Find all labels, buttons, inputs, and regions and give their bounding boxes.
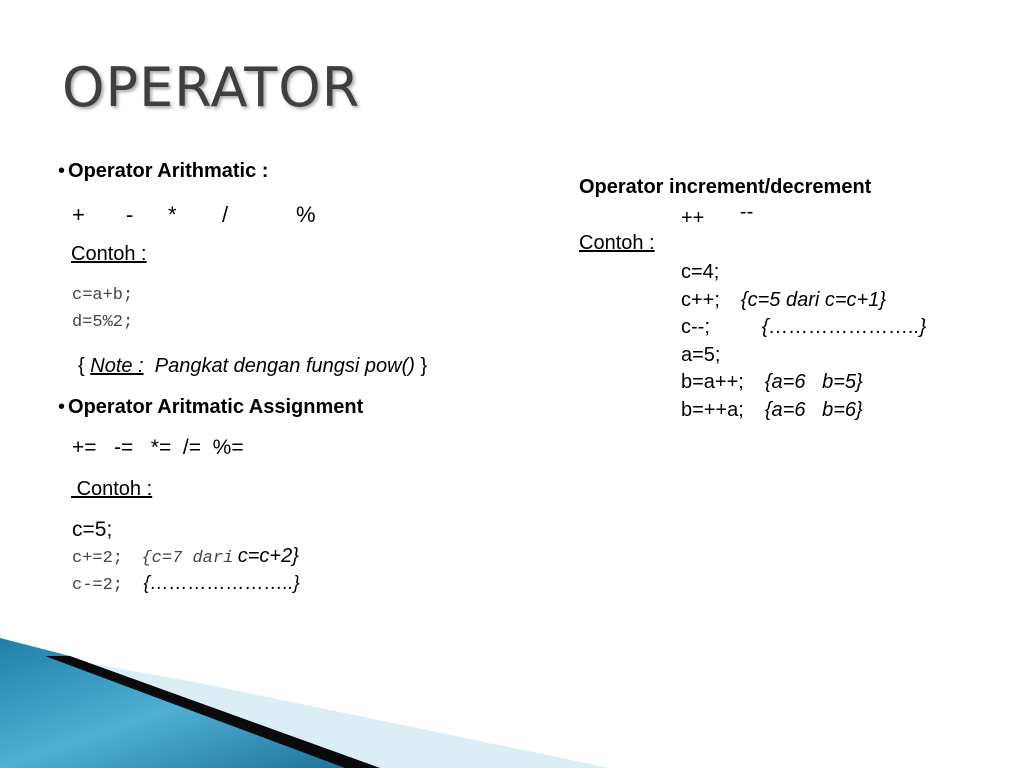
arithmetic-heading: Operator Arithmatic :	[68, 160, 269, 182]
example-comment: {a=6 b=6}	[764, 398, 863, 421]
example-code: c=4;	[681, 261, 720, 283]
contoh-label-1: Contoh :	[71, 243, 147, 265]
example-code: b=a++;	[681, 371, 744, 393]
bullet-arithmetic	[58, 160, 268, 183]
note-text: Pangkat dengan fungsi pow()	[154, 355, 415, 377]
code-line: d=5%2;	[72, 313, 134, 332]
code2-line2-comment-a: {c=7 dari	[141, 549, 234, 568]
example-row	[681, 369, 926, 397]
example-code: b=++a;	[681, 398, 744, 421]
example-row	[681, 397, 926, 425]
slide-title: OPERATOR	[62, 56, 361, 119]
op-divide: /	[222, 202, 229, 227]
note-open-brace: {	[78, 355, 85, 377]
bullet-assignment	[58, 396, 363, 419]
example-row	[681, 342, 926, 370]
note-close-brace: }	[420, 355, 428, 377]
example-row	[681, 314, 926, 342]
example-code: a=5;	[681, 343, 721, 366]
bullet-icon: •	[58, 160, 66, 182]
op-plus: +	[72, 202, 85, 227]
code2-line3-comment: {…………………..}	[143, 573, 300, 594]
op-increment: ++	[681, 207, 705, 229]
example-row	[681, 287, 926, 315]
code2-line3-code: c-=2;	[72, 576, 124, 595]
assignment-operators: += -= *= /= %=	[72, 436, 244, 459]
assignment-heading: Operator Aritmatic Assignment	[68, 396, 364, 418]
code-block-1	[72, 282, 133, 336]
example-code: c++;	[681, 288, 720, 311]
op-decrement: --	[739, 201, 754, 223]
contoh-label-2	[71, 478, 152, 501]
note-label: Note :	[90, 355, 144, 377]
contoh-label-right: Contoh :	[579, 232, 655, 254]
example-row	[681, 259, 926, 287]
increment-heading: Operator increment/decrement	[579, 176, 872, 198]
code2-line3	[72, 572, 300, 599]
increment-ops	[681, 201, 754, 230]
code-line: c=a+b;	[72, 286, 134, 305]
code2-line2-code: c+=2;	[72, 549, 124, 568]
decorative-swoosh	[0, 638, 1024, 768]
code2-line1: c=5;	[72, 518, 113, 541]
increment-examples	[681, 259, 926, 424]
example-comment: {c=5 dari c=c+1}	[740, 288, 887, 311]
op-minus: -	[126, 202, 134, 227]
code2-line2-comment-b: c=c+2}	[237, 545, 299, 567]
note-line	[78, 355, 427, 378]
bullet-icon: •	[58, 396, 66, 418]
code2-line2	[72, 545, 299, 572]
example-comment: {…………………..}	[761, 316, 927, 338]
example-comment: {a=6 b=5}	[764, 371, 863, 393]
op-multiply: *	[168, 202, 177, 227]
contoh-label-2-text: Contoh :	[76, 478, 153, 500]
example-code: c--;	[681, 316, 710, 338]
op-modulo: %	[296, 202, 316, 227]
